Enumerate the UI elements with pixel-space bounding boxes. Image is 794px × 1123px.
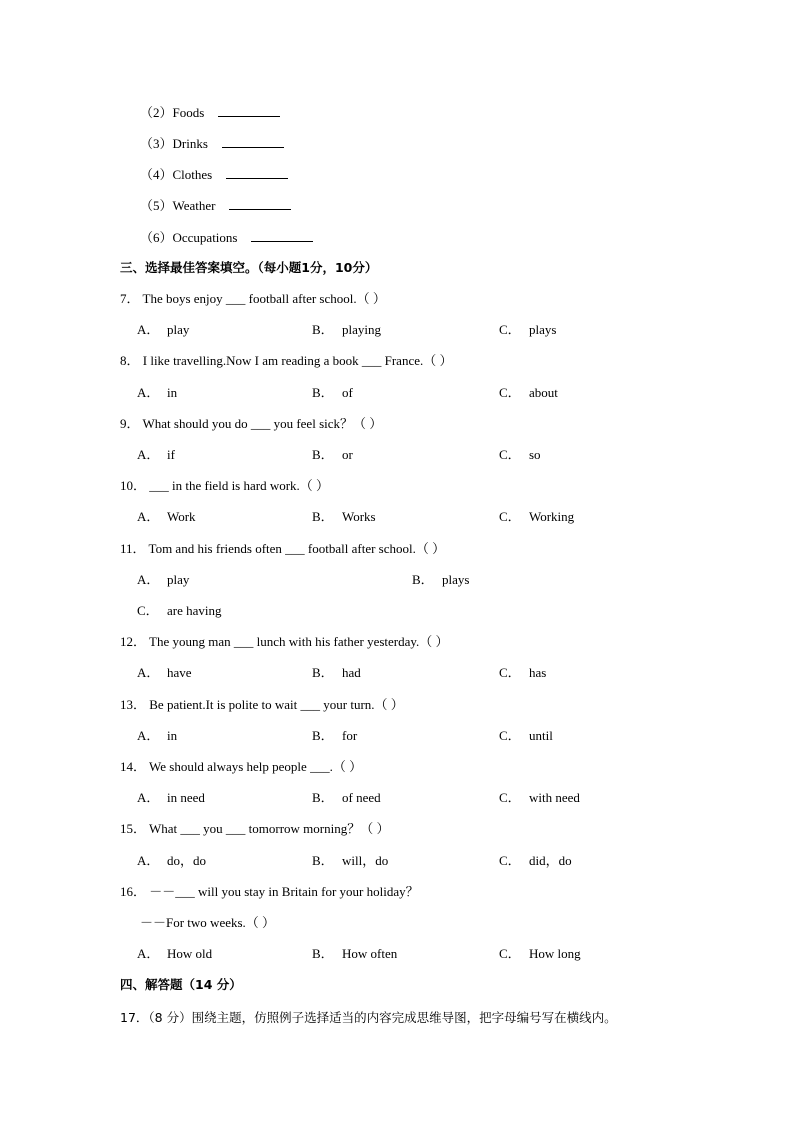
option-b[interactable]: B． for [312,728,358,743]
answer-blank[interactable] [218,104,280,117]
option-a[interactable]: A． have [137,665,192,680]
option-a[interactable]: A． play [137,572,190,587]
question-15: 15． What ___ you ___ tomorrow morning？（ ） [120,821,390,836]
option-b[interactable]: B． playing [312,322,381,337]
question-7: 7． The boys enjoy ___ football after school.（ ） [120,291,386,306]
option-c[interactable]: C． plays [499,322,557,337]
question-9: 9． What should you do ___ you feel sick？（ ） [120,416,383,431]
option-b[interactable]: B． of need [312,790,381,805]
answer-blank[interactable] [222,135,284,148]
option-c[interactable]: C． with need [499,790,580,805]
option-c[interactable]: C． did，do [499,853,572,868]
section-4-heading: 四、解答题（14 分） [120,977,242,992]
option-b[interactable]: B． will，do [312,853,389,868]
option-a[interactable]: A． in [137,385,178,400]
category-foods: （2）Foods [140,104,280,121]
section-3-heading: 三、选择最佳答案填空。（每小题1分，10分） [120,260,378,275]
option-c[interactable]: C． has [499,665,547,680]
answer-blank[interactable] [226,166,288,179]
option-a[interactable]: A． if [137,447,175,462]
question-16-reply: －－For two weeks.（ ） [140,915,276,930]
question-14: 14． We should always help people ___.（ ） [120,759,363,774]
option-c[interactable]: C． Working [499,509,575,524]
answer-blank[interactable] [229,197,291,210]
option-b[interactable]: B． plays [412,572,470,587]
category-weather: （5）Weather [140,197,291,214]
option-a[interactable]: A． play [137,322,190,337]
option-a[interactable]: A． How old [137,946,213,961]
option-c[interactable]: C． about [499,385,558,400]
category-occupations: （6）Occupations [140,229,313,246]
option-b[interactable]: B． had [312,665,361,680]
option-a[interactable]: A． do，do [137,853,207,868]
question-10: 10． ___ in the field is hard work.（ ） [120,478,330,493]
category-clothes: （4）Clothes [140,166,288,183]
option-a[interactable]: A． in need [137,790,205,805]
option-b[interactable]: B． of [312,385,353,400]
option-c[interactable]: C． How long [499,946,581,961]
question-8: 8． I like travelling.Now I am reading a book ___ France.（ ） [120,353,453,368]
question-16: 16． －－___ will you stay in Britain for your holiday？ [120,884,419,899]
option-c[interactable]: C． until [499,728,553,743]
option-a[interactable]: A． Work [137,509,196,524]
option-a[interactable]: A． in [137,728,178,743]
option-b[interactable]: B． or [312,447,353,462]
question-17: 17．（8 分）围绕主题，仿照例子选择适当的内容完成思维导图，把字母编号写在横线内。 [120,1010,617,1025]
option-b[interactable]: B． Works [312,509,376,524]
category-drinks: （3）Drinks [140,135,284,152]
question-11: 11． Tom and his friends often ___ football after school.（ ） [120,541,446,556]
option-b[interactable]: B． How often [312,946,398,961]
answer-blank[interactable] [251,229,313,242]
option-c[interactable]: C． are having [137,603,222,618]
question-13: 13． Be patient.It is polite to wait ___ your turn.（ ） [120,697,404,712]
question-12: 12． The young man ___ lunch with his father yesterday.（ ） [120,634,449,649]
option-c[interactable]: C． so [499,447,541,462]
